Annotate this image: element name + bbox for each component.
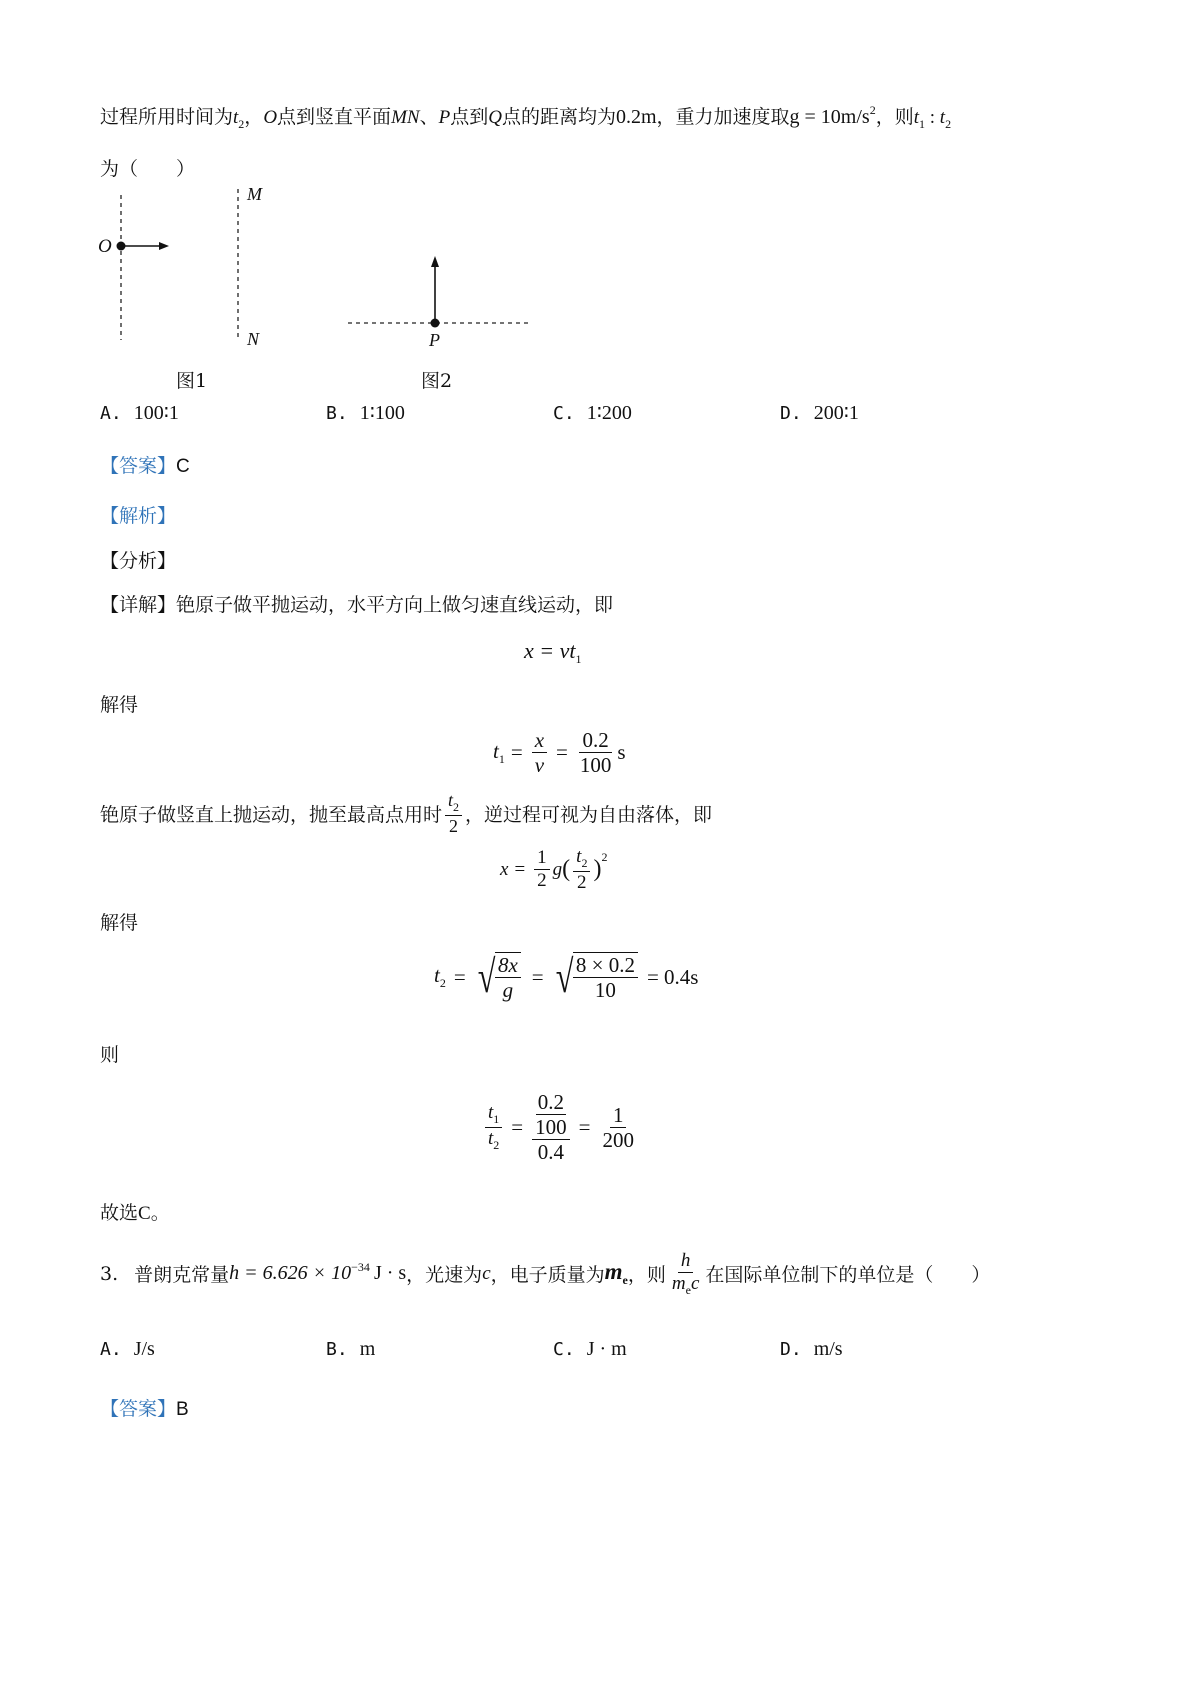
q3-stem: 3. 普朗克常量 $h = 6.626 \times 10^{-34}$ J · s ，光速为 c ，电子质量为 $m_e$ ，则 $\frac{h}{m_ec}$ 在国际单位制下的单位是（ ） <box>100 1250 991 1297</box>
fig2-label-P: P <box>429 330 440 350</box>
q2-option-b[interactable]: B. 1∶100 <box>326 402 405 424</box>
figures <box>90 185 560 395</box>
q3-option-c[interactable]: C. J · m <box>553 1338 627 1360</box>
equation-free-fall: x = $\frac{1}{2}$ g ( $\frac{t_2}{2}$ ) 2 <box>500 846 608 893</box>
q3-option-b[interactable]: B. m <box>326 1338 376 1360</box>
var-t2: $t_2$ <box>233 107 245 131</box>
ze-text: 则 <box>100 1044 120 1066</box>
distance-value: 0.2m <box>615 106 657 128</box>
q3-answer: 【答案】B <box>100 1398 189 1420</box>
q2-answer: 【答案】C <box>100 455 190 477</box>
text: 过程所用时间为 <box>100 106 234 128</box>
jiede-1: 解得 <box>100 694 139 716</box>
q2-line2: 为（ ） <box>100 158 196 180</box>
var-O: O <box>263 107 278 128</box>
equation-ratio: $\frac{t_1}{t_2}$ = 0.2 100 0.4 = $\frac{1}{200}$ <box>482 1090 640 1164</box>
text: 点到竖直平面 <box>277 106 392 128</box>
var-MN: MN <box>391 107 420 128</box>
fig1-caption: 图1 <box>176 370 208 392</box>
fig2-arrowhead <box>431 256 439 267</box>
q3-option-d[interactable]: D. m/s <box>780 1338 843 1360</box>
equation-x-vt1: $x = vt_1$ <box>524 638 582 666</box>
fig1-label-N: N <box>247 329 260 349</box>
equation-t1: $t_1$ = $\frac{x}{v}$ = $\frac{0.2}{100}$ s <box>493 728 626 778</box>
q2-analysis-tag: 【解析】 <box>100 505 177 527</box>
text: 点到 <box>450 106 489 128</box>
q2-detail: 【详解】铯原子做平抛运动，水平方向上做匀速直线运动，即 <box>100 594 614 616</box>
ratio-t1-t2: $t_1$ : $t_2$ <box>913 107 952 131</box>
fig1-arrowhead <box>159 242 169 250</box>
q2-fenxi-tag: 【分析】 <box>100 550 177 572</box>
text: ，重力加速度取 <box>656 106 790 128</box>
q2-conclusion: 故选C。 <box>100 1202 170 1224</box>
fig2-caption: 图2 <box>421 370 453 392</box>
equation-t2: $t_2$ = √ $\frac{8x}{g}$ = √ $\frac{8 \times 0.2}{10}$ = 0.4s <box>434 951 699 1003</box>
text: ，则 <box>875 106 914 128</box>
q2-option-c[interactable]: C. 1∶200 <box>553 402 632 424</box>
text: ， <box>244 106 264 128</box>
text: 、 <box>419 106 439 128</box>
jiede-2: 解得 <box>100 912 139 934</box>
fig1-label-M: M <box>247 184 262 204</box>
q3-option-a[interactable]: A. J/s <box>100 1338 155 1360</box>
fig1-label-O: O <box>98 236 112 257</box>
q2-option-d[interactable]: D. 200∶1 <box>780 402 859 424</box>
text: 点的距离均为 <box>501 106 616 128</box>
gravity-value: $g = 10m/s^2$ <box>789 103 876 128</box>
var-Q: Q <box>488 107 502 128</box>
q2-text-2: 铯原子做竖直上抛运动，抛至最高点用时 $\frac{t_2}{2}$ ，逆过程可视为自由落体，即 <box>100 790 713 836</box>
var-P: P <box>438 107 451 128</box>
q2-option-a[interactable]: A. 100∶1 <box>100 402 179 424</box>
q2-line1 <box>100 102 951 132</box>
